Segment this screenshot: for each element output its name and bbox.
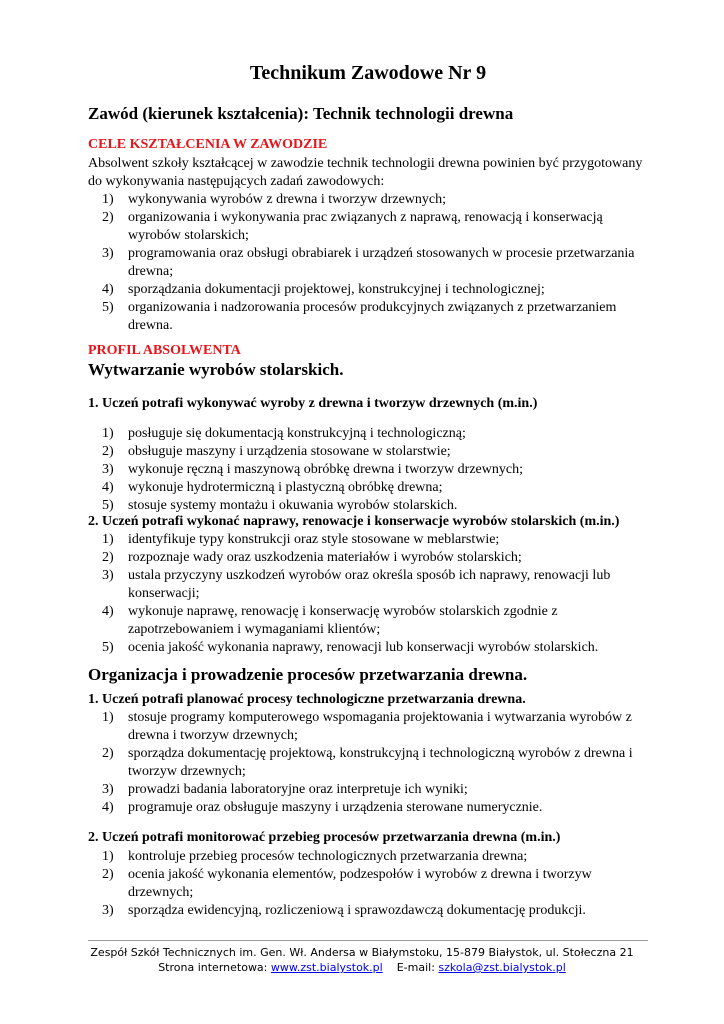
skill-heading: 1. Uczeń potrafi wykonywać wyroby z drewna i tworzyw drzewnych (m.in.) [88, 396, 538, 411]
list-item: 1) stosuje programy komputerowego wspomagania projektowania i wytwarzania wyrobów z drewna i tworzyw drzewnych; [102, 710, 632, 743]
goals-heading: CELE KSZTAŁCENIA W ZAWODZIE [88, 137, 328, 152]
list-item: 2) rozpoznaje wady oraz uszkodzenia materiałów i wyrobów stolarskich; [102, 550, 522, 565]
list-item: 5) organizowania i nadzorowania procesów produkcyjnych związanych z przetwarzaniem drewna. [102, 300, 617, 333]
list-item: 1) identyfikuje typy konstrukcji oraz style stosowane w meblarstwie; [102, 532, 500, 547]
footer-address: Zespół Szkół Technicznych im. Gen. Wł. Andersa w Białymstoku, 15-879 Białystok, ul. Stołeczna 21 [90, 946, 634, 959]
list-item: 1) kontroluje przebieg procesów technologicznych przetwarzania drewna; [102, 849, 528, 864]
list-item: 2) obsługuje maszyny i urządzenia stosowane w stolarstwie; [102, 444, 451, 459]
list-item: 3) ustala przyczyny uszkodzeń wyrobów oraz określa sposób ich naprawy, renowacji lub konserwacji; [102, 568, 611, 601]
website-link[interactable]: www.zst.bialystok.pl [270, 961, 383, 974]
skill-heading: 1. Uczeń potrafi planować procesy technologiczne przetwarzania drewna. [88, 692, 526, 707]
skill-list [88, 848, 648, 920]
email-link[interactable]: szkola@zst.bialystok.pl [438, 961, 566, 974]
email-label: E-mail: [396, 961, 435, 974]
list-item: 3) prowadzi badania laboratoryjne oraz interpretuje ich wyniki; [102, 782, 468, 797]
document-title: Technikum Zawodowe Nr 9 [249, 62, 487, 84]
skill-heading: 2. Uczeń potrafi wykonać naprawy, renowacje i konserwacje wyrobów stolarskich (m.in.) [88, 514, 620, 529]
section-title-processing: Organizacja i prowadzenie procesów przetwarzania drewna. [88, 665, 528, 684]
list-item: 3) wykonuje ręczną i maszynową obróbkę drewna i tworzyw drzewnych; [102, 462, 523, 477]
skill-list [88, 531, 648, 657]
skill-list [88, 425, 648, 515]
list-item: 1) posługuje się dokumentacją konstrukcyjną i technologiczną; [102, 426, 466, 441]
footer-contact [0, 961, 724, 975]
list-item: 3) programowania oraz obsługi obrabiarek i urządzeń stosowanych w procesie przetwarzania drewna; [102, 246, 635, 279]
website-label: Strona internetowa: [158, 961, 268, 974]
list-item: 4) sporządzania dokumentacji projektowej, konstrukcyjnej i technologicznej; [102, 282, 545, 297]
footer-divider [88, 940, 648, 941]
list-item: 4) programuje oraz obsługuje maszyny i urządzenia sterowane numerycznie. [102, 800, 543, 815]
list-item: 3) sporządza ewidencyjną, rozliczeniową i sprawozdawczą dokumentację produkcji. [102, 903, 586, 918]
section-title-woodworking: Wytwarzanie wyrobów stolarskich. [88, 360, 344, 379]
goals-list [88, 191, 648, 335]
goals-intro: Absolwent szkoły kształcącej w zawodzie technik technologii drewna powinien być przygotowany do wykonywania następujących zadań zawodowych: [88, 156, 643, 189]
profile-heading: PROFIL ABSOLWENTA [88, 343, 241, 358]
skill-list [88, 709, 648, 817]
list-item: 5) stosuje systemy montażu i okuwania wyrobów stolarskich. [102, 498, 458, 513]
list-item: 2) ocenia jakość wykonania elementów, podzespołów i wyrobów z drewna i tworzyw drzewnych; [102, 867, 592, 900]
skill-heading: 2. Uczeń potrafi monitorować przebieg procesów przetwarzania drewna (m.in.) [88, 830, 561, 845]
profession-heading: Zawód (kierunek kształcenia): Technik technologii drewna [88, 104, 514, 123]
list-item: 2) sporządza dokumentację projektową, konstrukcyjną i technologiczną wyrobów z drewna i tworzyw drzewnych; [102, 746, 633, 779]
list-item: 4) wykonuje naprawę, renowację i konserwację wyrobów stolarskich zgodnie z zapotrzebowaniem i wymaganiami klientów; [102, 604, 558, 637]
list-item: 1) wykonywania wyrobów z drewna i tworzyw drzewnych; [102, 192, 447, 207]
list-item: 5) ocenia jakość wykonania naprawy, renowacji lub konserwacji wyrobów stolarskich. [102, 640, 599, 655]
list-item: 2) organizowania i wykonywania prac związanych z naprawą, renowacją i konserwacją wyrobów stolarskich; [102, 210, 603, 243]
list-item: 4) wykonuje hydrotermiczną i plastyczną obróbkę drewna; [102, 480, 443, 495]
